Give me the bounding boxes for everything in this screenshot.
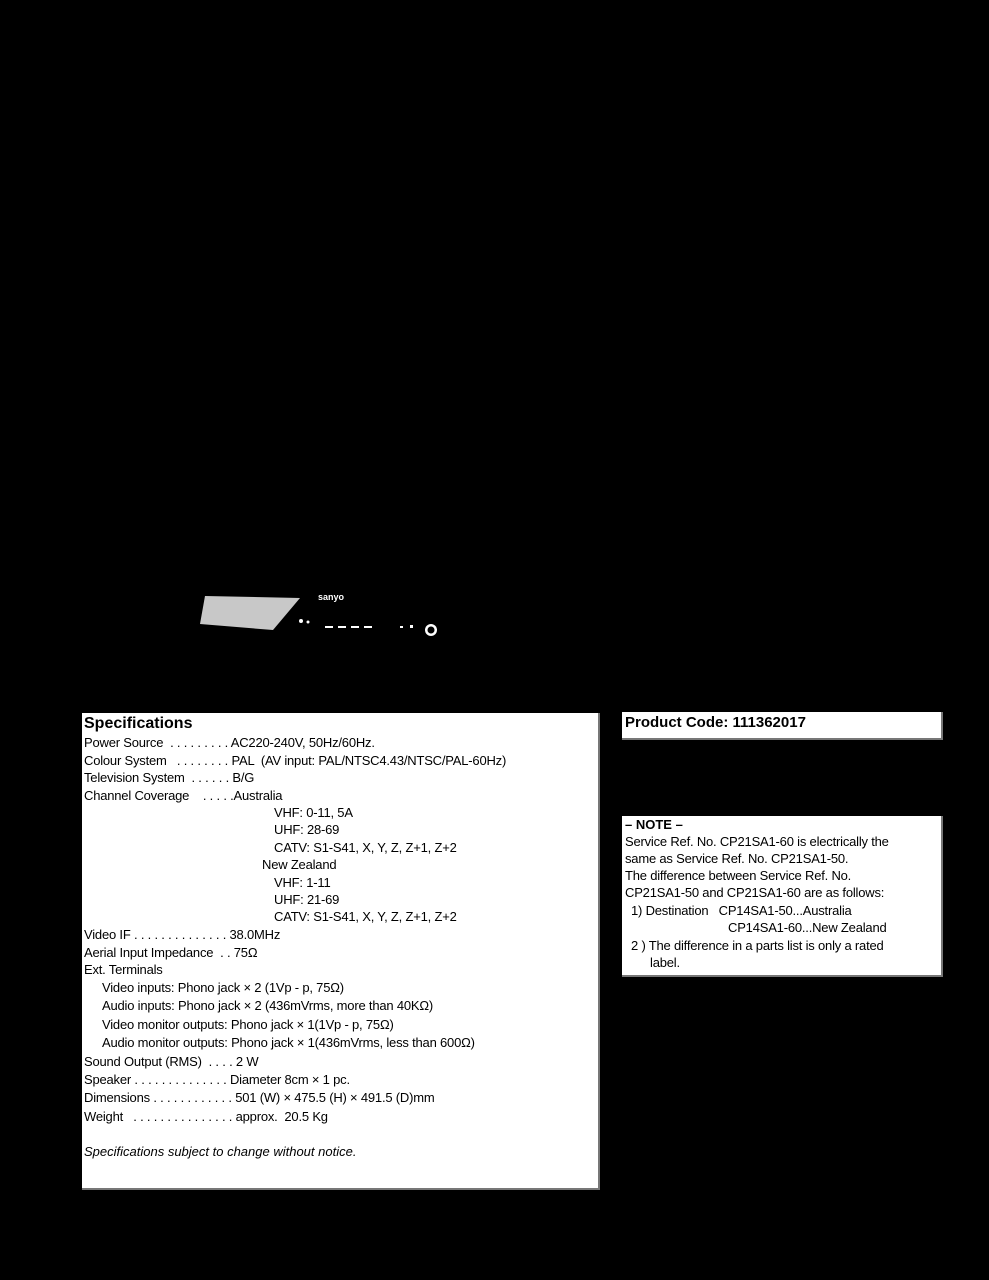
spec-ext-terminals: Ext. Terminals [84, 962, 163, 977]
spec-new-zealand: New Zealand [262, 857, 337, 872]
spec-au-catv: CATV: S1-S41, X, Y, Z, Z+1, Z+2 [274, 840, 457, 855]
note-destination-line: 1) Destination CP14SA1-50...Australia [631, 903, 852, 918]
spec-video-monitor-outputs: Video monitor outputs: Phono jack × 1(1Vp - p, 75Ω) [102, 1017, 394, 1032]
product-code-panel [622, 712, 943, 740]
spec-au-uhf: UHF: 28-69 [274, 822, 340, 837]
spec-channel-coverage: Channel Coverage . . . . .Australia [84, 788, 283, 803]
note-line: Service Ref. No. CP21SA1-60 is electrically the [625, 834, 889, 849]
note-difference-line: label. [650, 955, 680, 970]
spec-dimensions: Dimensions . . . . . . . . . . . . 501 (W) × 475.5 (H) × 491.5 (D)mm [84, 1090, 435, 1105]
note-line: CP21SA1-50 and CP21SA1-60 are as follows: [625, 885, 885, 900]
spec-power-source: Power Source . . . . . . . . . AC220-240V, 50Hz/60Hz. [84, 735, 375, 750]
specifications-title: Specifications [84, 715, 193, 732]
spec-weight: Weight . . . . . . . . . . . . . . . approx. 20.5 Kg [84, 1109, 328, 1124]
spec-footnote: Specifications subject to change without notice. [84, 1144, 357, 1159]
spec-colour-system: Colour System . . . . . . . . PAL (AV input: PAL/NTSC4.43/NTSC/PAL-60Hz) [84, 753, 507, 768]
spec-nz-uhf: UHF: 21-69 [274, 892, 340, 907]
brand-logo: sanyo [318, 592, 345, 602]
note-difference-line: 2 ) The difference in a parts list is only a rated [631, 938, 884, 953]
spec-aerial-impedance: Aerial Input Impedance . . 75Ω [84, 945, 258, 960]
note-line: The difference between Service Ref. No. [625, 868, 852, 883]
spec-nz-vhf: VHF: 1-11 [274, 875, 331, 890]
specifications-panel [82, 713, 600, 1190]
spec-television-system: Television System . . . . . . B/G [84, 770, 255, 785]
note-destination-line: CP14SA1-60...New Zealand [728, 920, 887, 935]
spec-video-inputs: Video inputs: Phono jack × 2 (1Vp - p, 75Ω) [102, 980, 344, 995]
spec-au-vhf: VHF: 0-11, 5A [274, 805, 353, 820]
spec-sound-output: Sound Output (RMS) . . . . 2 W [84, 1054, 259, 1069]
spec-speaker: Speaker . . . . . . . . . . . . . . Diameter 8cm × 1 pc. [84, 1072, 350, 1087]
product-code: Product Code: 111362017 [625, 714, 806, 731]
note-panel [622, 816, 943, 977]
spec-audio-monitor-outputs: Audio monitor outputs: Phono jack × 1(436mVrms, less than 600Ω) [102, 1035, 475, 1050]
spec-nz-catv: CATV: S1-S41, X, Y, Z, Z+1, Z+2 [274, 909, 457, 924]
spec-video-if: Video IF . . . . . . . . . . . . . . 38.0MHz [84, 927, 281, 942]
spec-audio-inputs: Audio inputs: Phono jack × 2 (436mVrms, more than 40KΩ) [102, 998, 433, 1013]
note-line: same as Service Ref. No. CP21SA1-50. [625, 851, 849, 866]
note-title: – NOTE – [625, 817, 683, 832]
